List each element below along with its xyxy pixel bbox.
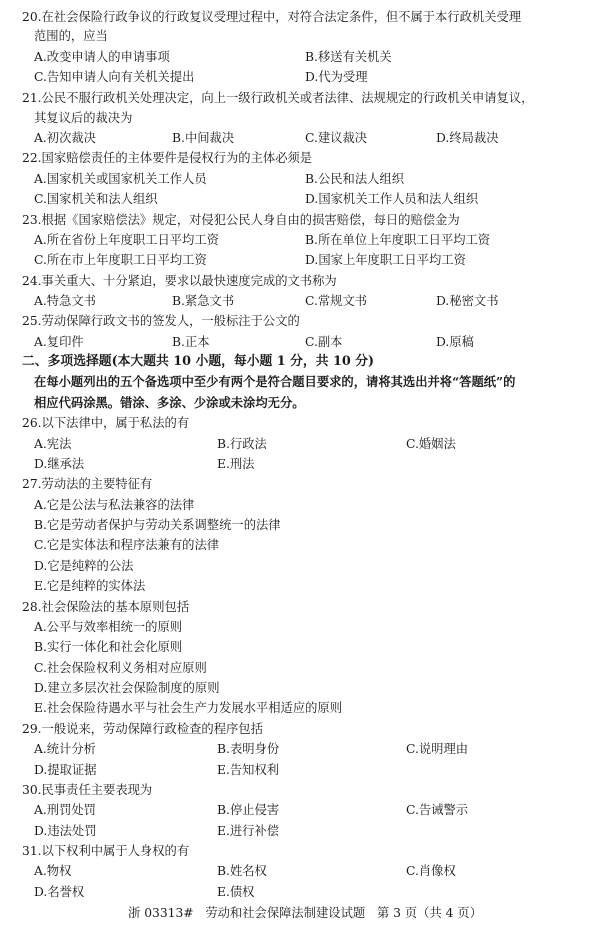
text-line: 27.劳动法的主要特征有 xyxy=(22,477,153,491)
text-line: 30.民事责任主要表现为 xyxy=(22,783,153,797)
text-line: E.告知权利 xyxy=(217,763,280,777)
text-line: D.违法处罚 xyxy=(34,824,97,838)
text-line: B.实行一体化和社会化原则 xyxy=(34,640,183,654)
text-line: 26.以下法律中，属于私法的有 xyxy=(22,416,190,430)
text-line: B.行政法 xyxy=(217,437,267,451)
text-line: C.所在市上年度职工日平均工资 xyxy=(34,253,207,267)
text-line: B.所在单位上年度职工日平均工资 xyxy=(305,233,491,247)
text-line: B.姓名权 xyxy=(217,864,267,878)
text-line: 22.国家赔偿责任的主体要件是侵权行为的主体必须是 xyxy=(22,151,313,165)
text-line: C.告知申请人向有关机关提出 xyxy=(34,70,195,84)
text-line: E.刑法 xyxy=(217,457,255,471)
text-line: C.常规文书 xyxy=(305,294,368,308)
text-line: D.国家上年度职工日平均工资 xyxy=(305,253,466,267)
text-line: D.建立多层次社会保险制度的原则 xyxy=(34,681,220,695)
text-line: D.继承法 xyxy=(34,457,85,471)
text-line: B.公民和法人组织 xyxy=(305,172,405,186)
text-line: A.物权 xyxy=(34,864,72,878)
text-line: C.社会保险权利义务相对应原则 xyxy=(34,661,207,675)
text-line: B.正本 xyxy=(172,335,210,349)
text-line: 24.事关重大、十分紧迫，要求以最快速度完成的文书称为 xyxy=(22,274,337,288)
text-line: 20.在社会保险行政争议的行政复议受理过程中，对符合法定条件，但不属于本行政机关受理 xyxy=(22,10,522,24)
text-line: 23.根据《国家赔偿法》规定，对侵犯公民人身自由的损害赔偿，每日的赔偿金为 xyxy=(22,213,460,227)
text-line: A.国家机关或国家机关工作人员 xyxy=(34,172,207,186)
text-line: D.它是纯粹的公法 xyxy=(34,559,134,573)
section-instruction: 在每小题列出的五个备选项中至少有两个是符合题目要求的，请将其选出并将“答题纸”的 xyxy=(34,374,516,389)
text-line: A.特急文书 xyxy=(34,294,96,308)
text-line: 其复议后的裁决为 xyxy=(34,111,133,125)
text-line: B.紧急文书 xyxy=(172,294,235,308)
text-line: C.告诫警示 xyxy=(406,803,469,817)
text-line: C.国家机关和法人组织 xyxy=(34,192,158,206)
section-heading: 二、多项选择题(本大题共 10 小题，每小题 1 分，共 10 分) xyxy=(22,354,375,369)
text-line: B.中间裁决 xyxy=(172,131,235,145)
text-line: 21.公民不服行政机关处理决定，向上一级行政机关或者法律、法规规定的行政机关申请复议， xyxy=(22,91,534,105)
text-line: D.原稿 xyxy=(436,335,474,349)
text-line: E.债权 xyxy=(217,885,255,899)
text-line: B.它是劳动者保护与劳动关系调整统一的法律 xyxy=(34,518,281,532)
text-line: 28.社会保险法的基本原则包括 xyxy=(22,600,190,614)
text-line: B.停止侵害 xyxy=(217,803,280,817)
text-line: A.公平与效率相统一的原则 xyxy=(34,620,183,634)
text-line: A.初次裁决 xyxy=(34,131,96,145)
text-line: E.进行补偿 xyxy=(217,824,280,838)
text-line: C.建议裁决 xyxy=(305,131,368,145)
text-line: E.社会保险待遇水平与社会生产力发展水平相适应的原则 xyxy=(34,701,343,715)
text-line: D.代为受理 xyxy=(305,70,368,84)
text-line: A.所在省份上年度职工日平均工资 xyxy=(34,233,219,247)
text-line: 范围的，应当 xyxy=(34,29,108,43)
section-instruction: 相应代码涂黑。错涂、多涂、少涂或未涂均无分。 xyxy=(34,395,305,410)
text-line: 31.以下权利中属于人身权的有 xyxy=(22,844,190,858)
page-footer: 浙 03313# 劳动和社会保障法制建设试题 第 3 页（共 4 页） xyxy=(127,906,482,920)
text-line: C.婚姻法 xyxy=(406,437,456,451)
text-line: D.终局裁决 xyxy=(436,131,499,145)
text-line: D.提取证据 xyxy=(34,763,97,777)
text-line: B.移送有关机关 xyxy=(305,50,392,64)
text-line: 25.劳动保障行政文书的签发人，一般标注于公文的 xyxy=(22,314,300,328)
text-line: C.肖像权 xyxy=(406,864,456,878)
text-line: 29.一般说来，劳动保障行政检查的程序包括 xyxy=(22,722,263,736)
text-line: D.秘密文书 xyxy=(436,294,499,308)
text-line: E.它是纯粹的实体法 xyxy=(34,579,146,593)
text-line: C.副本 xyxy=(305,335,343,349)
text-line: A.刑罚处罚 xyxy=(34,803,96,817)
text-line: D.名誉权 xyxy=(34,885,85,899)
text-line: D.国家机关工作人员和法人组织 xyxy=(305,192,479,206)
text-line: C.它是实体法和程序法兼有的法律 xyxy=(34,538,220,552)
text-line: A.复印件 xyxy=(34,335,84,349)
text-line: A.它是公法与私法兼容的法律 xyxy=(34,498,195,512)
text-line: A.统计分析 xyxy=(34,742,96,756)
text-line: A.改变申请人的申请事项 xyxy=(34,50,170,64)
text-line: B.表明身份 xyxy=(217,742,280,756)
text-line: A.宪法 xyxy=(34,437,72,451)
text-line: C.说明理由 xyxy=(406,742,469,756)
